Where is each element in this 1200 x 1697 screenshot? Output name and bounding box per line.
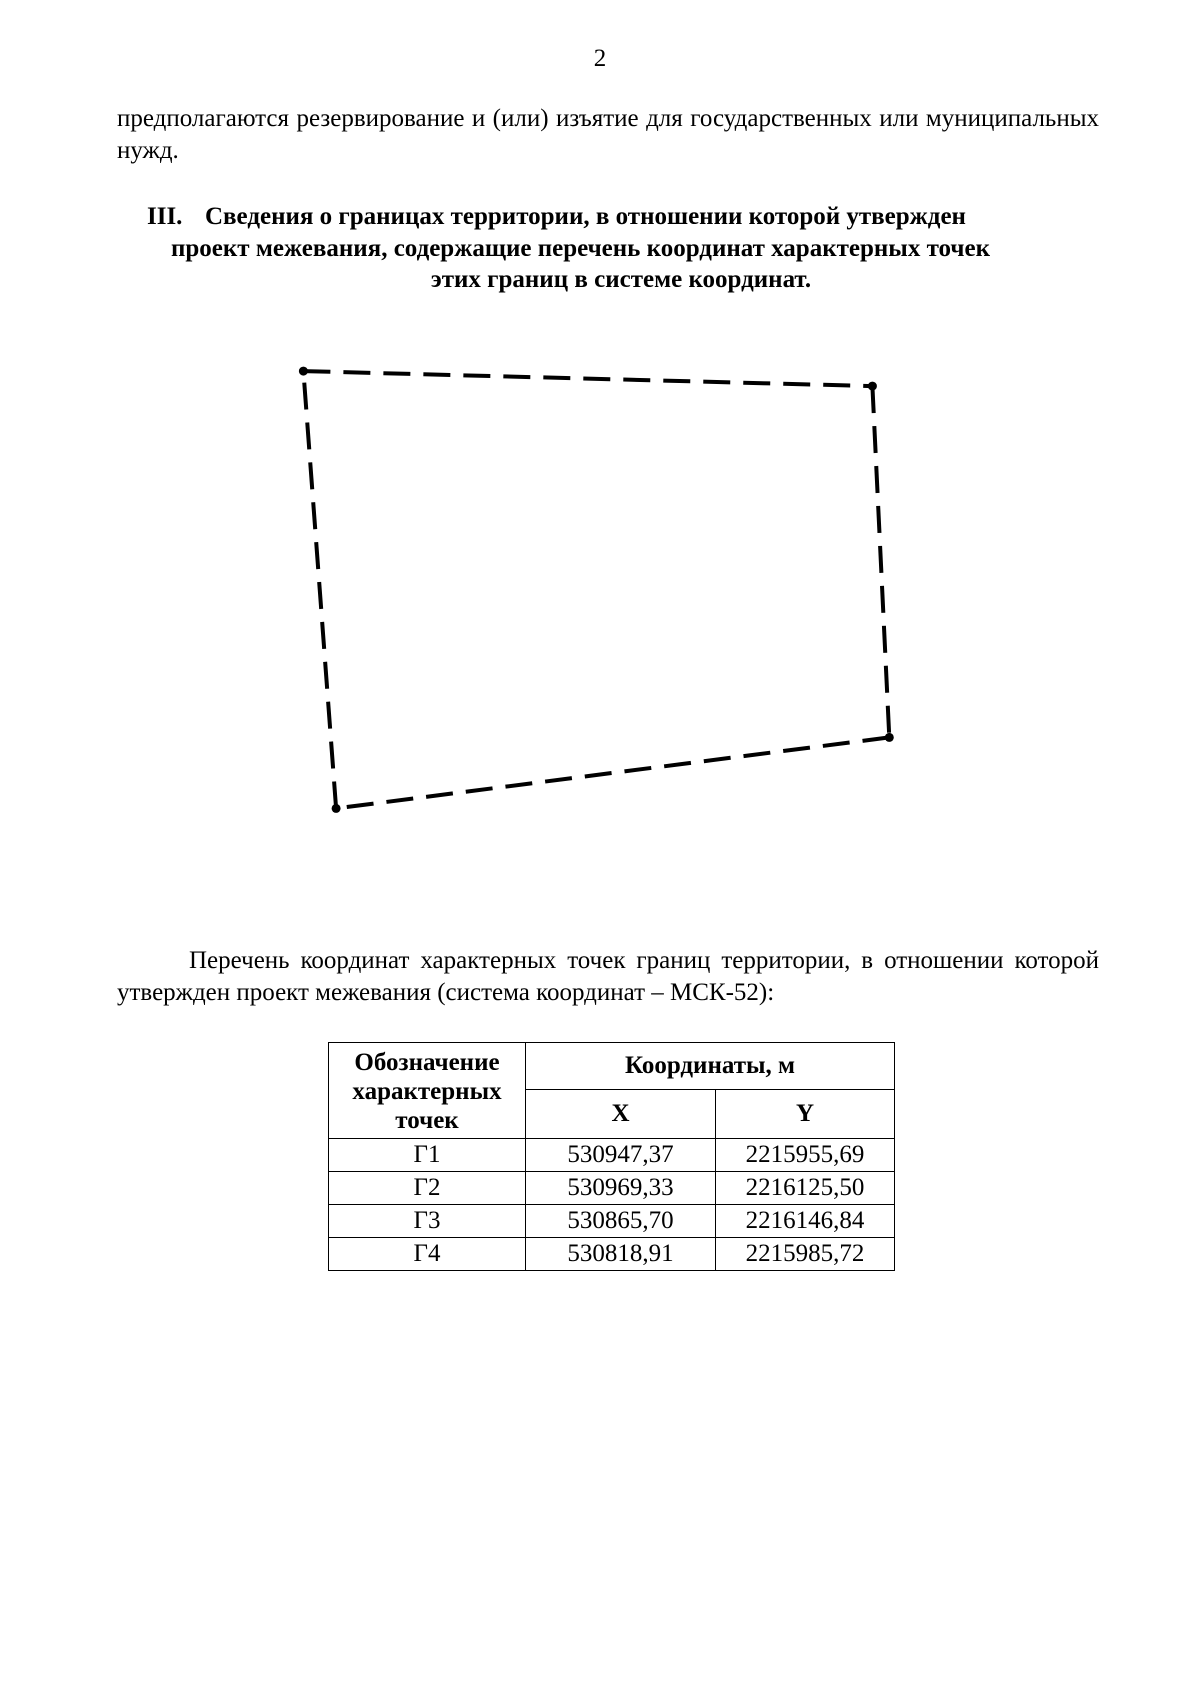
boundary-edge bbox=[336, 737, 889, 808]
table-row bbox=[329, 1139, 895, 1172]
table-row bbox=[329, 1238, 895, 1271]
coordinates-table bbox=[328, 1042, 895, 1271]
table-row bbox=[329, 1172, 895, 1205]
boundary-edges bbox=[303, 371, 889, 808]
intro-paragraph: предполагаются резервирование и (или) изъятие для государственных или муниципальных нужд. bbox=[117, 105, 1099, 164]
header-point-designation bbox=[329, 1043, 526, 1139]
boundary-vertex bbox=[868, 382, 877, 391]
section-numeral: III. bbox=[147, 203, 183, 230]
section-title-line-3: этих границ в системе координат. bbox=[430, 266, 812, 293]
header-point-line-1: Обозначение bbox=[354, 1049, 500, 1076]
y-cell: 2216125,50 bbox=[716, 1172, 895, 1205]
point-cell: Г4 bbox=[329, 1238, 526, 1271]
header-x: X bbox=[526, 1090, 716, 1139]
boundary-vertices bbox=[299, 367, 894, 813]
header-coordinates: Координаты, м bbox=[526, 1043, 895, 1090]
boundary-edge bbox=[303, 371, 872, 386]
x-cell: 530865,70 bbox=[526, 1205, 716, 1238]
boundary-vertex bbox=[885, 733, 894, 742]
boundary-vertex bbox=[332, 804, 341, 813]
page-number: 2 bbox=[593, 45, 607, 72]
section-title-line-2: проект межевания, содержащие перечень координат характерных точек bbox=[171, 234, 990, 262]
y-cell: 2215955,69 bbox=[716, 1139, 895, 1172]
section-title-line-1: Сведения о границах территории, в отношении которой утвержден bbox=[205, 203, 966, 230]
y-cell: 2215985,72 bbox=[716, 1238, 895, 1271]
boundary-edge bbox=[872, 386, 889, 737]
point-cell: Г3 bbox=[329, 1205, 526, 1238]
header-y: Y bbox=[716, 1090, 895, 1139]
y-cell: 2216146,84 bbox=[716, 1205, 895, 1238]
point-cell: Г2 bbox=[329, 1172, 526, 1205]
boundary-edge bbox=[303, 371, 336, 808]
table-row bbox=[329, 1205, 895, 1238]
boundary-vertex bbox=[299, 367, 308, 376]
x-cell: 530947,37 bbox=[526, 1139, 716, 1172]
point-cell: Г1 bbox=[329, 1139, 526, 1172]
x-cell: 530818,91 bbox=[526, 1238, 716, 1271]
header-point-line-3: точек bbox=[395, 1107, 459, 1134]
coordinates-list-intro: Перечень координат характерных точек границ территории, в отношении которой утвержден проект межевания (система координат – МСК-52): bbox=[117, 947, 1099, 1006]
header-point-line-2: характерных bbox=[352, 1078, 502, 1105]
x-cell: 530969,33 bbox=[526, 1172, 716, 1205]
